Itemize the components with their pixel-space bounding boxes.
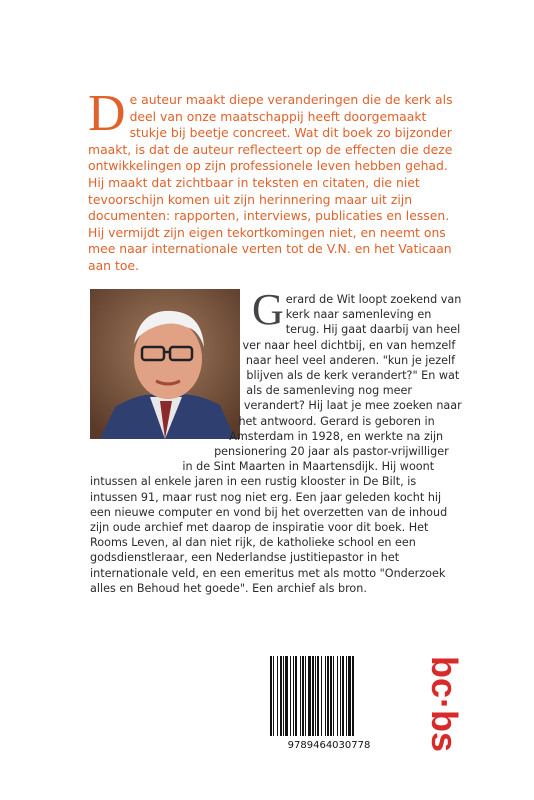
bio-body: erard de Wit loopt zoekend van kerk naar samenleving en terug. Hij gaat daarbij van heel ver naar heel dichtbij, en van hemzelf naar heel veel anderen. "kun je jezelf blijven als de kerk verandert?" En wat als de samenleving nog meer verandert? Hij laat je mee zoeken naar het antwoord. Gerard is geboren in Amsterdam in 1928, en werkte na zijn pensionering 20 jaar als pastor-vrijwilliger in de Sint Maarten in Maartensdijk. Hij woont intussen al enkele jaren in een rustig klooster in De Bilt, is intussen 91, maar rust nog niet erg. Een jaar geleden kocht hij een nieuwe computer en vond bij het overzetten van de inhoud zijn oude archief met daarop de inspiratie voor dit boek. Het Rooms Leven, al dan niet rijk, de katholieke school en een godsdienstleraar, een Nederlandse justitiepastor in het internationale veld, en een emeritus met als motto "Onderzoek alles en Behoud het goede". Een archief als bron. [90,293,462,595]
photo-wrap-space [90,292,252,464]
author-bio [90,285,462,596]
blurb-body: e auteur maakt diepe veranderingen die de kerk als deel van onze maatschappij heeft doorgemaakt stukje bij beetje concreet. Wat dit boek zo bijzonder maakt, is dat de auteur reflecteert op de effecten die deze ontwikkelingen op zijn professionele leven hebben gehad. Hij maakt dat zichtbaar in teksten en citaten, die niet tevoorschijn komen uit zijn herinnering maar uit zijn documenten: rapporten, interviews, publicaties en lessen. Hij vermijdt zijn eigen tekortkomingen niet, en neemt ons mee naar internationale verten tot de V.N. en het Vaticaan aan toe. [88,92,453,273]
bio-dropcap: G [252,285,284,334]
svg-text:bc·bs: bc·bs [424,656,465,753]
isbn-number: 9789464030778 [287,740,371,751]
blurb-dropcap: D [88,85,126,142]
publisher-logo [398,652,465,762]
barcode [268,656,388,736]
blurb-text [88,85,463,275]
